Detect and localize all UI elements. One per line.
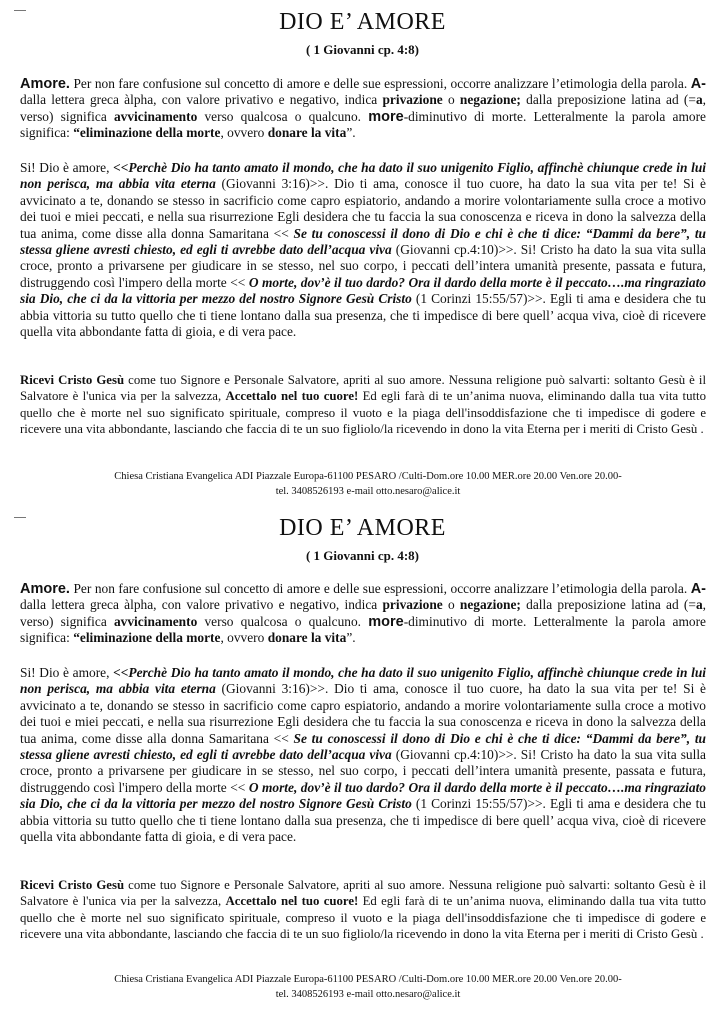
word-accettalo: Accettalo nel tuo cuore! — [225, 894, 359, 909]
intro-text-7: -diminutivo di morte. Letteralmente la parola amore significa: — [20, 613, 706, 646]
word-avvicinamento: avvicinamento — [113, 108, 198, 124]
closing-text-2: Ed egli farà di te un’anima nuova, eliminando dalla tua vita tutto quello che è morte nel suo significato spirituale, compreso il vuoto e la piaga dell'insoddisfazione che ti impedisce di godere e ricevere una vita abbondante, lasciando che faccia di te un suo figliolo/la ricevendo in dono la vita Eterna per i meriti di Cristo Gesù . — [20, 894, 706, 941]
intro-text-1: Per non fare confusione sul concetto di amore e delle sue espressioni, occorre analizzare l’etimologia della parola. — [69, 581, 691, 596]
closing-paragraph — [20, 877, 706, 942]
quote-john-4-10: Se tu conoscessi il dono di Dio e chi è che ti dice: “Dammi da bere”, tu stessa gliene avresti chiesto, ed egli ti avrebbe dato dell’acqua viva — [20, 225, 706, 258]
intro-text-4: dalla preposizione latina ad (= — [520, 597, 696, 613]
intro-text-6: verso qualcosa o qualcuno. — [197, 108, 369, 124]
word-more: more — [368, 613, 404, 630]
intro-text-3: o — [442, 92, 460, 108]
word-ricevi: Ricevi Cristo Gesù — [20, 373, 125, 387]
body-text-3: (Giovanni cp.4:10)>>. Si! Cristo ha dato la sua vita sulla croce, pronto a privarsene per giudicare in se stesso, nel suo corpo, i peccati dell’intera umanità presente, passata e futura, distruggendo così l'impero della morte << — [20, 747, 706, 795]
word-amore: Amore. — [20, 581, 70, 597]
intro-paragraph — [20, 581, 706, 647]
word-amore: Amore. — [20, 76, 70, 92]
intro-text-2: dalla lettera greca àlpha, con valore privativo e negativo, indica — [20, 92, 383, 108]
body-paragraph — [20, 665, 706, 845]
word-privazione: privazione — [382, 597, 443, 613]
intro-text-5: , verso) significa — [20, 597, 706, 629]
word-more: more — [368, 108, 404, 125]
body-text-2: (Giovanni 3:16)>>. Dio ti ama, conosce il tuo cuore, ha dato la sua vita per te! Si è avvicinato a te, donando se stesso in sacrificio come capro espiatorio, andando a morire volontariamente sulla croce a motivo dei tuoi e miei peccati, e nella sua risurrezione Egli desidera che tu faccia la sua conoscenza e riceva in dono la salvezza della tua anima, come disse alla donna Samaritana << — [20, 681, 706, 746]
church-footer — [88, 972, 648, 1002]
body-text-1: Si! Dio è amore, — [20, 160, 114, 175]
intro-text-1: Per non fare confusione sul concetto di amore e delle sue espressioni, occorre analizzare l’etimologia della parola. — [69, 76, 691, 91]
quote-john-3-16: <<Perchè Dio ha tanto amato il mondo, che ha dato il suo unigenito Figlio, affinchè chiunque crede in lui non perisca, ma abbia vita eterna — [20, 160, 706, 192]
intro-text-9: ”. — [346, 630, 356, 646]
closing-text-1: come tuo Signore e Personale Salvatore, apriti al suo amore. Nessuna religione può salvarti: soltanto Gesù è il Salvatore è l'unica via per la salvezza, — [20, 878, 706, 909]
word-a: A- — [690, 581, 706, 597]
word-eliminazione: “eliminazione della morte — [73, 630, 221, 646]
word-a-latin: a — [695, 597, 703, 613]
word-eliminazione: “eliminazione della morte — [73, 125, 221, 141]
intro-text-7: -diminutivo di morte. Letteralmente la parola amore significa: — [20, 108, 706, 141]
quote-john-4-10: Se tu conoscessi il dono di Dio e chi è che ti dice: “Dammi da bere”, tu stessa gliene avresti chiesto, ed egli ti avrebbe dato dell’acqua viva — [20, 730, 706, 763]
leaflet-subtitle: ( 1 Giovanni cp. 4:8) — [305, 42, 420, 57]
body-text-4: (1 Corinzi 15:55/57)>>. Egli ti ama e desidera che tu abbia vittoria su tutto quello che ti tiene lontano dalla sua presenza, che ti impedisce di bere quell’ acqua viva, cioè di ricevere quella vita abbondante fatta di gioia, e di vera pace. — [20, 291, 706, 340]
leaflet-bottom — [0, 505, 725, 1024]
leaflet-top — [0, 0, 725, 505]
body-text-3: (Giovanni cp.4:10)>>. Si! Cristo ha dato la sua vita sulla croce, pronto a privarsene per giudicare in se stesso, nel suo corpo, i peccati dell’intera umanità presente, passata e futura, distruggendo così l'impero della morte << — [20, 242, 706, 290]
leaflet-title: DIO E’ AMORE — [279, 9, 446, 35]
word-avvicinamento: avvicinamento — [113, 613, 198, 629]
quote-john-3-16: <<Perchè Dio ha tanto amato il mondo, che ha dato il suo unigenito Figlio, affinchè chiunque crede in lui non perisca, ma abbia vita eterna — [20, 665, 706, 697]
leaflet-title: DIO E’ AMORE — [279, 515, 446, 541]
word-privazione: privazione — [382, 92, 443, 108]
word-a-latin: a — [695, 92, 703, 108]
intro-text-5: , verso) significa — [20, 92, 706, 124]
intro-paragraph — [20, 76, 706, 142]
intro-text-4: dalla preposizione latina ad (= — [520, 92, 696, 108]
body-paragraph — [20, 160, 706, 340]
intro-text-9: ”. — [346, 125, 356, 141]
footer-line-address: Chiesa Cristiana Evangelica ADI Piazzale Europa-61100 PESARO /Culti-Dom.ore 10.00 MER.ore 20.00 Ven.ore 20.00- — [114, 974, 622, 985]
intro-text-6: verso qualcosa o qualcuno. — [197, 613, 369, 629]
word-accettalo: Accettalo nel tuo cuore! — [225, 389, 359, 404]
footer-line-contact: tel. 3408526193 e-mail otto.nesaro@alice.it — [275, 989, 461, 1000]
intro-text-2: dalla lettera greca àlpha, con valore privativo e negativo, indica — [20, 597, 383, 613]
intro-text-8: , ovvero — [220, 630, 268, 646]
footer-line-address: Chiesa Cristiana Evangelica ADI Piazzale Europa-61100 PESARO /Culti-Dom.ore 10.00 MER.ore 20.00 Ven.ore 20.00- — [114, 471, 622, 482]
body-text-1: Si! Dio è amore, — [20, 665, 114, 680]
word-ricevi: Ricevi Cristo Gesù — [20, 878, 125, 892]
closing-text-1: come tuo Signore e Personale Salvatore, apriti al suo amore. Nessuna religione può salvarti: soltanto Gesù è il Salvatore è l'unica via per la salvezza, — [20, 373, 706, 404]
word-donare: donare la vita — [267, 630, 347, 646]
word-donare: donare la vita — [267, 125, 347, 141]
leaflet-subtitle: ( 1 Giovanni cp. 4:8) — [305, 548, 420, 563]
quote-corinthians: O morte, dov’è il tuo dardo? Ora il dardo della morte è il peccato….ma ringraziato sia Dio, che ci da la vittoria per mezzo del nostro Signore Gesù Cristo — [20, 779, 706, 812]
body-text-2: (Giovanni 3:16)>>. Dio ti ama, conosce il tuo cuore, ha dato la sua vita per te! Si è avvicinato a te, donando se stesso in sacrificio come capro espiatorio, andando a morire volontariamente sulla croce a motivo dei tuoi e miei peccati, e nella sua risurrezione Egli desidera che tu faccia la sua conoscenza e riceva in dono la salvezza della tua anima, come disse alla donna Samaritana << — [20, 176, 706, 241]
intro-text-3: o — [442, 597, 460, 613]
body-text-4: (1 Corinzi 15:55/57)>>. Egli ti ama e desidera che tu abbia vittoria su tutto quello che ti tiene lontano dalla sua presenza, che ti impedisce di bere quell’ acqua viva, cioè di ricevere quella vita abbondante fatta di gioia, e di vera pace. — [20, 796, 706, 845]
footer-line-contact: tel. 3408526193 e-mail otto.nesaro@alice.it — [275, 486, 461, 497]
closing-paragraph — [20, 372, 706, 437]
closing-text-2: Ed egli farà di te un’anima nuova, eliminando dalla tua vita tutto quello che è morte nel suo significato spirituale, compreso il vuoto e la piaga dell'insoddisfazione che ti impedisce di godere e ricevere una vita abbondante, lasciando che faccia di te un suo figliolo/la ricevendo in dono la vita Eterna per i meriti di Cristo Gesù . — [20, 389, 706, 436]
intro-text-8: , ovvero — [220, 125, 268, 141]
word-negazione: negazione; — [459, 597, 521, 613]
word-negazione: negazione; — [459, 92, 521, 108]
word-a: A- — [690, 76, 706, 92]
quote-corinthians: O morte, dov’è il tuo dardo? Ora il dardo della morte è il peccato….ma ringraziato sia Dio, che ci da la vittoria per mezzo del nostro Signore Gesù Cristo — [20, 274, 706, 307]
church-footer — [88, 469, 648, 499]
